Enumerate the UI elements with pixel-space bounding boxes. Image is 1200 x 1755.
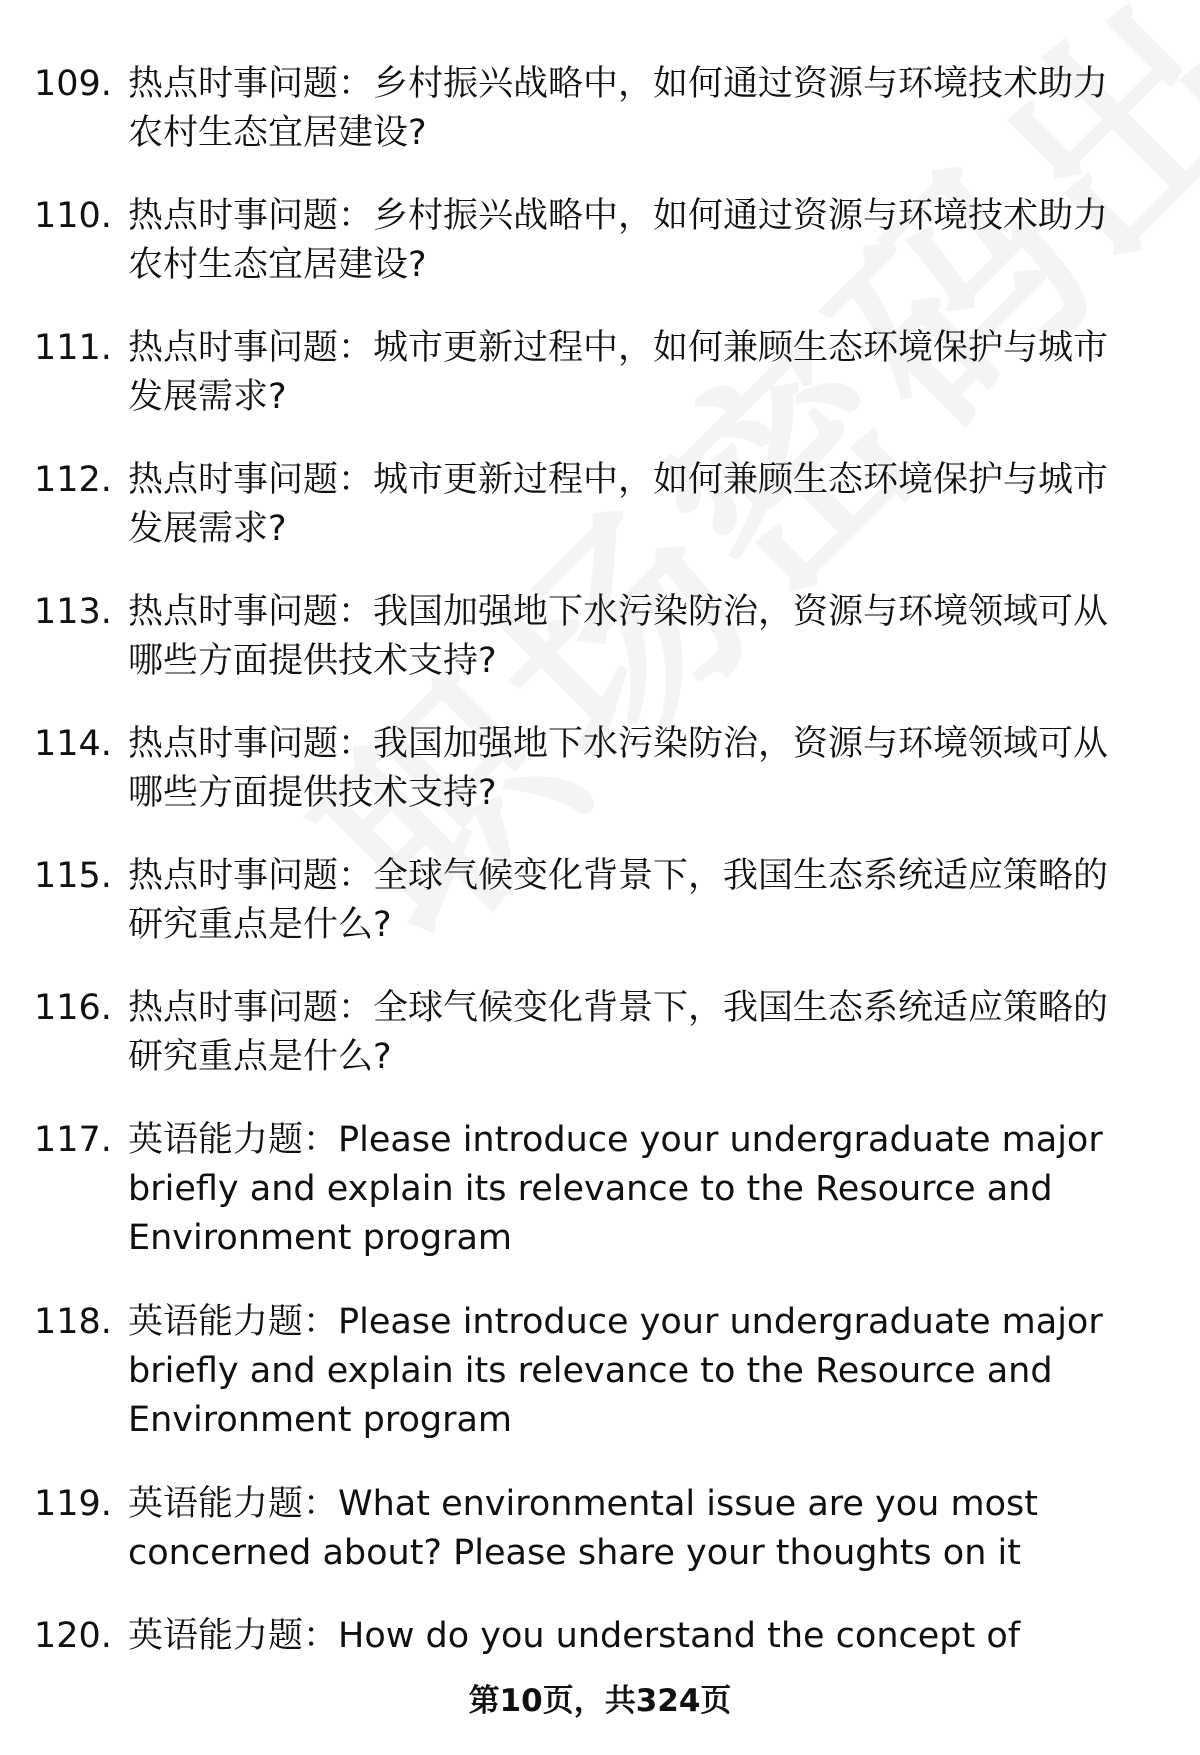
question-item <box>0 1116 1200 1263</box>
question-text: 热点时事问题：我国加强地下水污染防治，资源与环境领域可从哪些方面提供技术支持? <box>128 592 1109 681</box>
question-item <box>0 192 1200 290</box>
question-number: 111. <box>34 328 112 368</box>
question-text: 英语能力题：Please introduce your undergraduate major briefly and explain its relevance to the Resource and Environment program <box>128 1302 1103 1440</box>
question-text: 英语能力题：What environmental issue are you most concerned about? Please share your thoughts on it <box>128 1484 1038 1573</box>
question-number: 117. <box>34 1120 112 1160</box>
question-number: 116. <box>34 988 112 1028</box>
question-text: 热点时事问题：全球气候变化背景下，我国生态系统适应策略的研究重点是什么? <box>128 856 1109 945</box>
question-number: 109. <box>34 64 112 104</box>
question-text: 热点时事问题：全球气候变化背景下，我国生态系统适应策略的研究重点是什么? <box>128 988 1109 1077</box>
question-number: 119. <box>34 1484 112 1524</box>
question-item <box>0 1298 1200 1445</box>
question-number: 114. <box>34 724 112 764</box>
question-text: 热点时事问题：城市更新过程中，如何兼顾生态环境保护与城市发展需求? <box>128 328 1109 417</box>
question-item <box>0 852 1200 950</box>
question-number: 112. <box>34 460 112 500</box>
question-number: 118. <box>34 1302 112 1342</box>
question-item <box>0 1612 1200 1661</box>
question-text: 英语能力题：Please introduce your undergraduate major briefly and explain its relevance to the Resource and Environment program <box>128 1120 1103 1258</box>
question-text: 热点时事问题：乡村振兴战略中，如何通过资源与环境技术助力农村生态宜居建设? <box>128 64 1109 153</box>
question-text: 热点时事问题：我国加强地下水污染防治，资源与环境领域可从哪些方面提供技术支持? <box>128 724 1109 813</box>
page-number-footer: 第10页，共324页 <box>468 1683 732 1719</box>
question-number: 115. <box>34 856 112 896</box>
question-text: 英语能力题：How do you understand the concept of <box>128 1616 1021 1656</box>
question-text: 热点时事问题：城市更新过程中，如何兼顾生态环境保护与城市发展需求? <box>128 460 1109 549</box>
question-item <box>0 588 1200 686</box>
question-item <box>0 324 1200 422</box>
question-text: 热点时事问题：乡村振兴战略中，如何通过资源与环境技术助力农村生态宜居建设? <box>128 196 1109 285</box>
question-list <box>0 60 1200 1695</box>
question-item <box>0 1480 1200 1578</box>
question-item <box>0 456 1200 554</box>
question-item <box>0 984 1200 1082</box>
question-item <box>0 60 1200 158</box>
question-item <box>0 720 1200 818</box>
question-number: 120. <box>34 1616 112 1656</box>
question-number: 113. <box>34 592 112 632</box>
question-number: 110. <box>34 196 112 236</box>
